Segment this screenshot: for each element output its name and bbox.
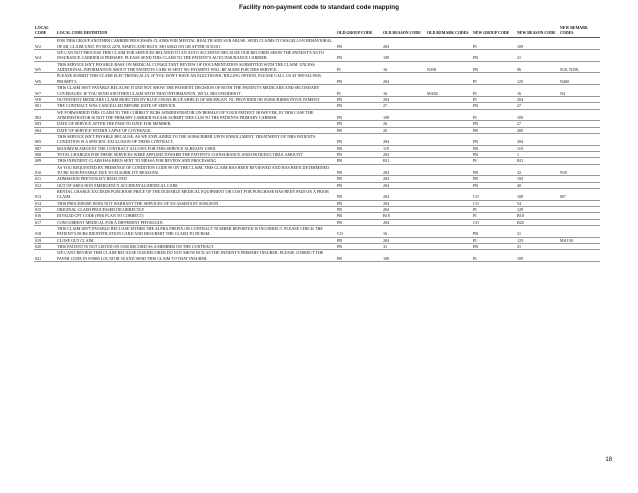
- new-reason-cell: 200: [516, 127, 559, 133]
- old-remark-cell: [426, 109, 472, 121]
- new-group-cell: PR: [472, 103, 516, 109]
- old-reason-cell: 16: [382, 61, 426, 73]
- definition-cell: AS YOU REQUESTED BY PRESENCE OF CONDITION CODE 99 ON THE CLAIM, THIS CLAIM HAS BEEN REVIEWED AND HAS BEEN DETERMINED TO BE NON-PAYABLE DUE TO ELIGIBILITY REASONS.: [56, 164, 336, 176]
- old-group-cell: PR: [336, 182, 382, 188]
- local-code-cell: 003: [34, 121, 56, 127]
- new-reason-cell: 109: [516, 38, 559, 50]
- new-group-cell: PR: [472, 182, 516, 188]
- code-mapping-table: [34, 26, 600, 262]
- local-code-cell: W2: [34, 38, 56, 50]
- definition-cell: WE CANT REVIEW THIS CLAIM BECAUSE OUR RECORDS DO NOT SHOW BCN AS THE PATIENT'S PRIMARY INSURER. PLEASE CORRECT THE PAYER CODE IN FORM LOCATOR 50 AND SEND THIS CLAIM TO THAT INSURER.: [56, 250, 336, 262]
- local-code-cell: 012: [34, 182, 56, 188]
- old-remark-cell: [426, 226, 472, 238]
- definition-cell: OUTPATIENT MEDICARE CLAIM REJECTED BY BLUE CROSS BLUE SHIELD OF MICHIGAN. NC PROVIDER OR SUBSCRIBER INVOLVEMENT.: [56, 96, 336, 102]
- new-group-cell: PI: [472, 207, 516, 213]
- local-code-cell: 014: [34, 200, 56, 206]
- new-reason-cell: 32: [516, 164, 559, 176]
- definition-cell: WE FORWARDED THIS CLAIM TO THE CORRECT BCBS ADMINISTRATOR ON BEHALF OF YOUR PATIENT. HOWEVER, IN THIS CASE THE ADMINISTRATOR IS NOT THE PRIMARY CARRIER PLEASE SUBMIT THIS CLM TO THE PATIENTS PRIMARY CARRIER: [56, 109, 336, 121]
- local-code-cell: 010: [34, 164, 56, 176]
- old-group-cell: PR: [336, 145, 382, 151]
- new-group-cell: CO: [472, 219, 516, 225]
- new-reason-cell: 204: [516, 96, 559, 102]
- old-group-cell: PR: [336, 237, 382, 243]
- column-header: OLD GROUP CODE: [336, 26, 382, 38]
- old-group-cell: PR: [336, 50, 382, 62]
- old-group-cell: PR: [336, 127, 382, 133]
- local-code-cell: W6: [34, 73, 56, 85]
- local-code-cell: 007: [34, 145, 56, 151]
- old-remark-cell: [426, 164, 472, 176]
- old-reason-cell: 204: [382, 73, 426, 85]
- page-number: 18: [605, 457, 612, 463]
- new-reason-cell: 204: [516, 133, 559, 145]
- column-header: OLD REASON CODE: [382, 26, 426, 38]
- old-group-cell: PR: [336, 213, 382, 219]
- old-group-cell: PR: [336, 189, 382, 201]
- local-code-cell: 020: [34, 244, 56, 250]
- old-group-cell: CO: [336, 226, 382, 238]
- new-group-cell: PR: [472, 50, 516, 62]
- column-header: NEW GROUP CODE: [472, 26, 516, 38]
- column-header: OLD REMARK CODES: [426, 26, 472, 38]
- definition-cell: THIS SERVICE ISN'T PAYABLE BECAUSE, AS WE EXPLAINED TO THE SUBSCRIBER UPON ENROLLMENT, TREATMENT OF THIS PATIENTS CONDITION IS A SPECIFIC EXCLUSION OF THEIR CONTRACT.: [56, 133, 336, 145]
- local-code-cell: 001: [34, 103, 56, 109]
- new-reason-cell: 21: [516, 50, 559, 62]
- old-reason-cell: 204: [382, 38, 426, 50]
- new-remark-cell: N10: [559, 164, 600, 176]
- new-reason-cell: 54: [516, 200, 559, 206]
- old-remark-cell: [426, 50, 472, 62]
- old-remark-cell: MA84: [426, 85, 472, 97]
- old-reason-cell: 109: [382, 109, 426, 121]
- new-remark-cell: N10, N358,: [559, 61, 600, 73]
- local-code-cell: 005: [34, 133, 56, 145]
- old-reason-cell: 119: [382, 145, 426, 151]
- old-group-cell: PR: [336, 244, 382, 250]
- new-reason-cell: 27: [516, 121, 559, 127]
- old-reason-cell: 16: [382, 85, 426, 97]
- local-code-cell: 019: [34, 237, 56, 243]
- new-group-cell: PR: [472, 244, 516, 250]
- table-row: [34, 50, 600, 62]
- column-header: LOCAL CODE DEFINITION: [56, 26, 336, 38]
- new-group-cell: PI: [472, 237, 516, 243]
- old-group-cell: PR: [336, 151, 382, 157]
- local-code-cell: 017: [34, 219, 56, 225]
- new-reason-cell: 119: [516, 145, 559, 151]
- old-remark-cell: [426, 189, 472, 201]
- table-row: [34, 164, 600, 176]
- old-group-cell: PR: [336, 38, 382, 50]
- old-reason-cell: 204: [382, 151, 426, 157]
- local-code-cell: 008: [34, 151, 56, 157]
- new-group-cell: PR: [472, 164, 516, 176]
- old-remark-cell: [426, 133, 472, 145]
- old-group-cell: PR: [336, 176, 382, 182]
- old-group-cell: PR: [336, 133, 382, 145]
- new-group-cell: CO: [472, 189, 516, 201]
- definition-cell: TOTAL CHARGES FOR THESE SERVICES WERE APPLIED TOWARD THE PATIENT'S COINSURANCE AND/OR DEDUCTIBLE AMOUNT.: [56, 151, 336, 157]
- old-reason-cell: 109: [382, 250, 426, 262]
- old-group-cell: PI: [336, 61, 382, 73]
- old-reason-cell: 16: [382, 226, 426, 238]
- new-group-cell: PR: [472, 121, 516, 127]
- new-reason-cell: 27: [516, 103, 559, 109]
- old-group-cell: PR: [336, 164, 382, 176]
- old-reason-cell: 204: [382, 182, 426, 188]
- table-row: [34, 73, 600, 85]
- table-header-row: [34, 26, 600, 38]
- old-reason-cell: 204: [382, 176, 426, 182]
- old-reason-cell: 204: [382, 237, 426, 243]
- column-header: NEW REASON CODE: [516, 26, 559, 38]
- local-code-cell: 013: [34, 189, 56, 201]
- old-group-cell: PR: [336, 73, 382, 85]
- definition-cell: INVALID CPT CODE (PAR PLAN TO CORRECT): [56, 213, 336, 219]
- table-row: [34, 133, 600, 145]
- new-reason-cell: 129: [516, 207, 559, 213]
- new-remark-cell: [559, 250, 600, 262]
- definition-cell: THE CONTRACT WAS CANCELLED BEFORE DATE OF SERVICE.: [56, 103, 336, 109]
- definition-cell: THIS PROCEDURE DOES NOT WARRANT THE SERVICES OF AN ASSISTANT SURGEON: [56, 200, 336, 206]
- new-reason-cell: 108: [516, 189, 559, 201]
- new-reason-cell: 16: [516, 85, 559, 97]
- new-reason-cell: 125: [516, 237, 559, 243]
- local-code-cell: W8: [34, 96, 56, 102]
- old-group-cell: PR: [336, 250, 382, 262]
- old-group-cell: PR: [336, 207, 382, 213]
- new-reason-cell: 96: [516, 61, 559, 73]
- definition-cell: CLOSE OUT CLAIM: [56, 237, 336, 243]
- new-remark-cell: N400: [559, 73, 600, 85]
- old-reason-cell: 204: [382, 219, 426, 225]
- old-reason-cell: 204: [382, 200, 426, 206]
- new-reason-cell: 193: [516, 176, 559, 182]
- new-reason-cell: B18: [516, 213, 559, 219]
- old-reason-cell: 204: [382, 96, 426, 102]
- old-reason-cell: 204: [382, 164, 426, 176]
- table-row: [34, 38, 600, 50]
- new-remark-cell: [559, 133, 600, 145]
- local-code-cell: 009: [34, 158, 56, 164]
- definition-cell: PLEASE SUBMIT THIS CLAIM ELECTRONICALLY. IF YOU DON'T HAVE AN ELECTRONIC BILLING OPTION, PLEASE CALL US AT 800-542-0945, PROMPT 5.: [56, 73, 336, 85]
- new-reason-cell: B11: [516, 158, 559, 164]
- old-reason-cell: 109: [382, 50, 426, 62]
- new-group-cell: PI: [472, 213, 516, 219]
- new-remark-cell: [559, 50, 600, 62]
- local-code-cell: 002: [34, 109, 56, 121]
- local-code-cell: 004: [34, 127, 56, 133]
- old-remark-cell: N358: [426, 61, 472, 73]
- old-group-cell: PR: [336, 121, 382, 127]
- old-group-cell: PR: [336, 219, 382, 225]
- new-reason-cell: 125: [516, 73, 559, 85]
- new-group-cell: CO: [472, 200, 516, 206]
- local-code-cell: 021: [34, 250, 56, 262]
- table-row: [34, 226, 600, 238]
- new-group-cell: PR: [472, 127, 516, 133]
- definition-cell: DATE OF SERVICE AFTER THE PAID-TO DATE FOR MEMBER.: [56, 121, 336, 127]
- definition-cell: WE CAN NOT PROCESS THIS CLAIM FOR SERVICES RELATED TO AN AUTO ACCIDENT BECAUSE OUR RECORDS SHOW THE PATIENT'S AUTO INSURANCE CARRIER IS PRIMARY. PLEASE SEND THIS CLAIM TO THE PATIENT'S AUTO INSURANCE CARRIER.: [56, 50, 336, 62]
- new-group-cell: PR: [472, 176, 516, 182]
- old-group-cell: PR: [336, 103, 382, 109]
- table-row: [34, 189, 600, 201]
- new-group-cell: PI: [472, 73, 516, 85]
- old-group-cell: PR: [336, 158, 382, 164]
- new-remark-cell: [559, 109, 600, 121]
- old-remark-cell: [426, 250, 472, 262]
- new-remark-cell: M7: [559, 189, 600, 201]
- old-reason-cell: 26: [382, 121, 426, 127]
- new-group-cell: PR: [472, 61, 516, 73]
- new-group-cell: PR: [472, 226, 516, 238]
- new-remark-cell: [559, 226, 600, 238]
- new-group-cell: PR: [472, 145, 516, 151]
- new-remark-cell: [559, 38, 600, 50]
- definition-cell: THIS INPATIENT CLAIM HAS BEEN SENT TO MESSA FOR REVIEW AND PROCESSING: [56, 158, 336, 164]
- old-remark-cell: [426, 38, 472, 50]
- old-group-cell: PR: [336, 200, 382, 206]
- old-reason-cell: 26: [382, 127, 426, 133]
- local-code-cell: 016: [34, 213, 56, 219]
- column-header: NEW REMARK CODES: [559, 26, 600, 38]
- new-reason-cell: 31: [516, 226, 559, 238]
- new-group-cell: PI: [472, 109, 516, 121]
- definition-cell: FOR THIS GROUP ANOTHER CARRIER PROCESSES CLAIMS FOR MENTAL HEALTH AND SUB ABUSE. SEND CLAIMS TO MAGELLAN BEHAVIORAL OF MI, CLAIM UNIT, PO BOX 2278, MARYLAND HGTS, MO 63043 ON OR AFTER 01/01/01.: [56, 38, 336, 50]
- local-code-cell: W4: [34, 50, 56, 62]
- table-row: [34, 85, 600, 97]
- definition-cell: MAXIMUM AMOUNT THE CONTRACT ALLOWS FOR THIS SERVICE ALREADY USED.: [56, 145, 336, 151]
- old-remark-cell: [426, 73, 472, 85]
- new-group-cell: PI: [472, 38, 516, 50]
- new-reason-cell: B20: [516, 219, 559, 225]
- new-reason-cell: 109: [516, 109, 559, 121]
- local-code-cell: 015: [34, 207, 56, 213]
- table-body: [34, 38, 600, 262]
- table-row: [34, 61, 600, 73]
- definition-cell: DATE OF SERVICE WITHIN LAPSE OF COVERAGE.: [56, 127, 336, 133]
- new-remark-cell: MA130: [559, 237, 600, 243]
- definition-cell: THIS PATIENT IS NOT LISTED ON OUR RECORD AS A MEMBER ON THE CONTRACT: [56, 244, 336, 250]
- new-group-cell: PR: [472, 151, 516, 157]
- definition-cell: THIS CLAIM ISN'T PAYABLE BECUASE EITHER THE ALPHA PREFIX OR CONTRACT NUMBER REPORTED IS INCORRECT. PLEASE CHECK THE PATIENT'S BCBS IDENTIFICATION CARD AND RESUBMIT THE CLAIM TO BCBSM.: [56, 226, 336, 238]
- old-reason-cell: 204: [382, 207, 426, 213]
- definition-cell: ADMISSION PREVIOUSLY REJECTED: [56, 176, 336, 182]
- column-header: LOCAL CODE: [34, 26, 56, 38]
- new-group-cell: PI: [472, 250, 516, 262]
- old-reason-cell: 204: [382, 133, 426, 145]
- page-title: Facility non-payment code to standard code mapping: [239, 4, 399, 11]
- definition-cell: RENTAL CHARGE EXCEEDS PURCHASE PRICE OF THE DURABLE MEDICAL EQUIPMENT OR COST FOR PURCHASE HAS BEEN PAID ON A PRIOR CLAIM: [56, 189, 336, 201]
- table-row: [34, 250, 600, 262]
- old-reason-cell: 204: [382, 189, 426, 201]
- new-remark-cell: N4: [559, 85, 600, 97]
- local-code-cell: W5: [34, 61, 56, 73]
- old-group-cell: PR: [336, 96, 382, 102]
- old-reason-cell: 31: [382, 244, 426, 250]
- new-reason-cell: 109: [516, 250, 559, 262]
- definition-cell: THIS SERVICE ISN'T PAYABLE BASE ON MEDICAL CONSULTANT REVIEW OF DOCUMENTATION SUBMITTED WITH THE CLAIM. UNLESS ADDITIONAL INFORMATION ABOUT THE PATIENTS CARE IS SENT NO PAYMENT WILL BE MADE FOR THIS SERVICE.: [56, 61, 336, 73]
- new-group-cell: PI: [472, 96, 516, 102]
- definition-cell: OUT OF AREA NON EMERGENCY ACCIDENTAL/MEDICAL CARE: [56, 182, 336, 188]
- old-group-cell: PI: [336, 85, 382, 97]
- old-group-cell: PR: [336, 109, 382, 121]
- local-code-cell: W7: [34, 85, 56, 97]
- local-code-cell: 018: [34, 226, 56, 238]
- new-group-cell: PI: [472, 158, 516, 164]
- local-code-cell: 011: [34, 176, 56, 182]
- new-group-cell: PR: [472, 133, 516, 145]
- new-reason-cell: 40: [516, 182, 559, 188]
- definition-cell: THIS CLAIM ISN'T PAYABLE BECAUSE IT DID NOT SHOW THE PAYMENT DECISION OF BOTH THE PATIENT'S MEDICARE AND SECONDARY COVERAGES. IF YOU SEND ANOTHER CLAIM WITH THAT INFORMATION, WE'LL RECONSIDER IT.: [56, 85, 336, 97]
- new-reason-cell: 31: [516, 244, 559, 250]
- definition-cell: CONCURRENT MEDICAL FOR A DIFFERENT PHYSICIAN: [56, 219, 336, 225]
- old-reason-cell: B18: [382, 213, 426, 219]
- definition-cell: ORIGINAL CLAIM PROCESSED INCORRECTLY: [56, 207, 336, 213]
- old-reason-cell: 27: [382, 103, 426, 109]
- old-reason-cell: B11: [382, 158, 426, 164]
- new-reason-cell: 1: [516, 151, 559, 157]
- new-group-cell: PI: [472, 85, 516, 97]
- table-row: [34, 109, 600, 121]
